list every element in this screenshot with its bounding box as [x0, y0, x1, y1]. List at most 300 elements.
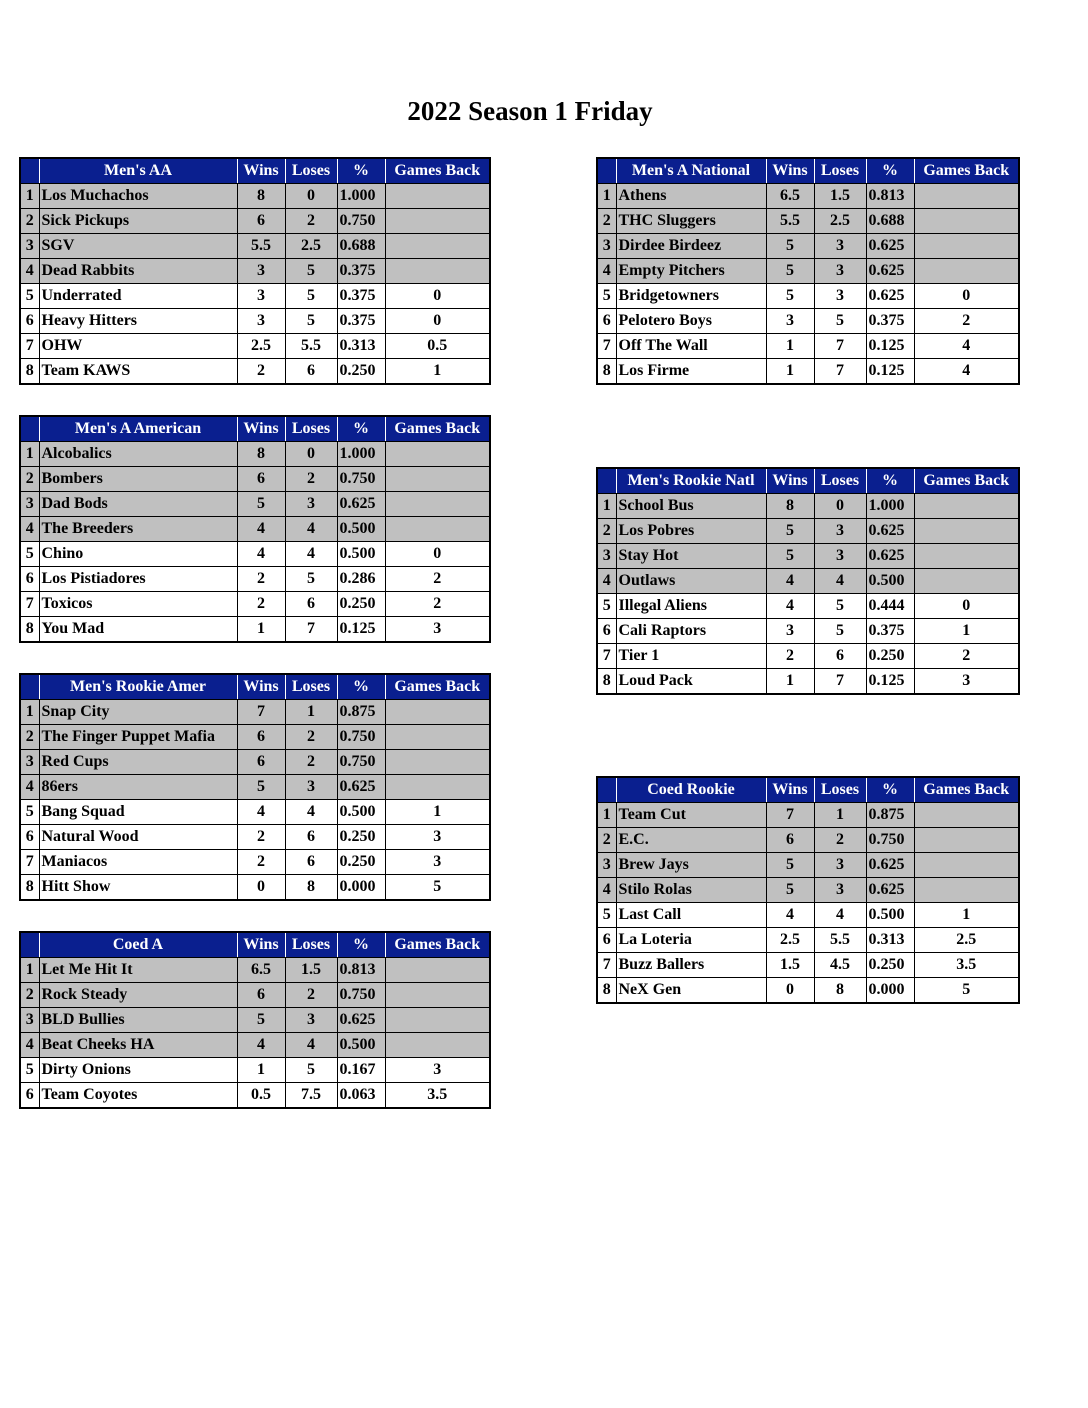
pct-cell: 0.625 [337, 1008, 385, 1033]
rank-cell: 3 [20, 234, 39, 259]
team-name-cell: Los Firme [616, 359, 766, 385]
pct-cell: 0.250 [337, 825, 385, 850]
wins-cell: 2 [766, 644, 814, 669]
wins-cell: 2 [237, 592, 285, 617]
games-back-header: Games Back [385, 674, 490, 700]
pct-cell: 1.000 [337, 442, 385, 467]
wins-cell: 8 [766, 494, 814, 519]
table-row [597, 519, 1019, 544]
loses-cell: 3 [285, 492, 337, 517]
loses-cell: 7 [814, 334, 866, 359]
pct-cell: 0.286 [337, 567, 385, 592]
games-back-cell: 3 [385, 617, 490, 643]
table-row [597, 594, 1019, 619]
rank-header [597, 777, 616, 803]
wins-cell: 5 [766, 259, 814, 284]
games-back-cell: 2 [385, 592, 490, 617]
wins-cell: 6.5 [766, 184, 814, 209]
rank-header [20, 158, 39, 184]
wins-cell: 6.5 [237, 958, 285, 983]
pct-cell: 0.167 [337, 1058, 385, 1083]
rank-cell: 2 [597, 828, 616, 853]
table-row [20, 492, 490, 517]
rank-cell: 2 [20, 209, 39, 234]
games-back-cell [385, 234, 490, 259]
loses-header: Loses [814, 158, 866, 184]
wins-cell: 6 [237, 983, 285, 1008]
team-name-cell: La Loteria [616, 928, 766, 953]
rank-cell: 2 [597, 519, 616, 544]
pct-cell: 0.375 [337, 259, 385, 284]
division-name: Men's Rookie Amer [39, 674, 237, 700]
games-back-cell [914, 494, 1019, 519]
team-name-cell: Team KAWS [39, 359, 237, 385]
team-name-cell: Heavy Hitters [39, 309, 237, 334]
wins-header: Wins [766, 468, 814, 494]
wins-cell: 5 [237, 1008, 285, 1033]
pct-header: % [866, 468, 914, 494]
wins-cell: 7 [766, 803, 814, 828]
loses-header: Loses [285, 932, 337, 958]
pct-cell: 0.125 [866, 669, 914, 695]
pct-cell: 0.625 [866, 519, 914, 544]
division-name: Coed Rookie [616, 777, 766, 803]
loses-cell: 2 [814, 828, 866, 853]
pct-cell: 0.875 [866, 803, 914, 828]
pct-cell: 0.063 [337, 1083, 385, 1109]
wins-cell: 3 [237, 309, 285, 334]
page-title: 2022 Season 1 Friday [407, 96, 653, 126]
pct-cell: 0.625 [866, 259, 914, 284]
loses-cell: 2 [285, 725, 337, 750]
loses-cell: 5 [285, 1058, 337, 1083]
pct-cell: 0.750 [337, 467, 385, 492]
rank-cell: 7 [20, 592, 39, 617]
table-row [20, 1083, 490, 1109]
games-back-cell: 0 [385, 284, 490, 309]
loses-cell: 2 [285, 983, 337, 1008]
table-row [597, 644, 1019, 669]
team-name-cell: Let Me Hit It [39, 958, 237, 983]
wins-cell: 5 [237, 775, 285, 800]
loses-cell: 0 [814, 494, 866, 519]
pct-cell: 0.313 [337, 334, 385, 359]
wins-header: Wins [766, 777, 814, 803]
loses-header: Loses [285, 158, 337, 184]
games-back-cell [914, 803, 1019, 828]
games-back-cell [385, 958, 490, 983]
wins-cell: 7 [237, 700, 285, 725]
pct-cell: 0.625 [866, 878, 914, 903]
team-name-cell: Buzz Ballers [616, 953, 766, 978]
pct-cell: 0.125 [337, 617, 385, 643]
loses-cell: 1.5 [814, 184, 866, 209]
rank-header [20, 932, 39, 958]
pct-cell: 0.813 [337, 958, 385, 983]
rank-cell: 8 [20, 359, 39, 385]
loses-cell: 3 [814, 544, 866, 569]
wins-cell: 5.5 [237, 234, 285, 259]
table-row [597, 928, 1019, 953]
rank-cell: 2 [20, 983, 39, 1008]
table-row [597, 903, 1019, 928]
pct-cell: 0.750 [866, 828, 914, 853]
wins-cell: 2.5 [237, 334, 285, 359]
loses-header: Loses [814, 468, 866, 494]
loses-cell: 5 [285, 284, 337, 309]
wins-cell: 3 [237, 284, 285, 309]
wins-cell: 0 [237, 875, 285, 901]
table-header-row [20, 416, 490, 442]
table-row [20, 958, 490, 983]
pct-cell: 0.813 [866, 184, 914, 209]
team-name-cell: Stilo Rolas [616, 878, 766, 903]
loses-cell: 2 [285, 209, 337, 234]
team-name-cell: Underrated [39, 284, 237, 309]
games-back-cell [914, 259, 1019, 284]
loses-cell: 5.5 [285, 334, 337, 359]
loses-cell: 7 [814, 359, 866, 385]
team-name-cell: Athens [616, 184, 766, 209]
rank-cell: 1 [20, 184, 39, 209]
games-back-cell: 5 [914, 978, 1019, 1004]
standings-table-mens-rookie-amer [19, 673, 491, 901]
rank-header [20, 674, 39, 700]
loses-cell: 2.5 [285, 234, 337, 259]
table-row [20, 359, 490, 385]
table-row [20, 875, 490, 901]
rank-cell: 5 [597, 594, 616, 619]
wins-cell: 1 [237, 617, 285, 643]
rank-cell: 4 [597, 259, 616, 284]
rank-cell: 3 [597, 853, 616, 878]
pct-cell: 0.000 [337, 875, 385, 901]
pct-cell: 0.250 [337, 359, 385, 385]
table-row [20, 700, 490, 725]
table-row [597, 209, 1019, 234]
pct-cell: 0.875 [337, 700, 385, 725]
pct-header: % [337, 932, 385, 958]
team-name-cell: Bombers [39, 467, 237, 492]
wins-cell: 5 [766, 284, 814, 309]
pct-cell: 0.250 [866, 953, 914, 978]
table-row [20, 1008, 490, 1033]
team-name-cell: Team Cut [616, 803, 766, 828]
team-name-cell: Sick Pickups [39, 209, 237, 234]
games-back-cell: 0 [914, 594, 1019, 619]
wins-cell: 4 [766, 903, 814, 928]
games-back-header: Games Back [914, 777, 1019, 803]
games-back-cell: 3 [914, 669, 1019, 695]
pct-cell: 0.000 [866, 978, 914, 1004]
table-row [597, 494, 1019, 519]
rank-cell: 5 [597, 903, 616, 928]
rank-cell: 5 [20, 1058, 39, 1083]
wins-cell: 6 [766, 828, 814, 853]
loses-cell: 7.5 [285, 1083, 337, 1109]
games-back-cell: 3 [385, 1058, 490, 1083]
loses-cell: 3 [285, 1008, 337, 1033]
table-row [20, 309, 490, 334]
standings-table-mens-rookie-natl [596, 467, 1020, 695]
pct-cell: 0.625 [866, 853, 914, 878]
wins-cell: 3 [766, 619, 814, 644]
table-row [597, 878, 1019, 903]
games-back-cell [914, 853, 1019, 878]
pct-cell: 0.500 [337, 542, 385, 567]
wins-cell: 2 [237, 850, 285, 875]
table-header-row [597, 158, 1019, 184]
team-name-cell: Cali Raptors [616, 619, 766, 644]
rank-cell: 1 [20, 958, 39, 983]
rank-cell: 4 [597, 569, 616, 594]
team-name-cell: Chino [39, 542, 237, 567]
rank-cell: 7 [597, 644, 616, 669]
table-row [597, 828, 1019, 853]
table-row [20, 825, 490, 850]
table-row [20, 725, 490, 750]
games-back-cell: 2.5 [914, 928, 1019, 953]
loses-cell: 6 [814, 644, 866, 669]
wins-cell: 6 [237, 750, 285, 775]
table-row [597, 234, 1019, 259]
rank-cell: 6 [20, 825, 39, 850]
wins-cell: 6 [237, 467, 285, 492]
rank-cell: 7 [597, 953, 616, 978]
rank-cell: 2 [20, 725, 39, 750]
loses-cell: 4 [285, 517, 337, 542]
wins-cell: 5 [237, 492, 285, 517]
wins-cell: 1.5 [766, 953, 814, 978]
rank-cell: 4 [597, 878, 616, 903]
pct-cell: 0.250 [866, 644, 914, 669]
pct-cell: 0.625 [866, 284, 914, 309]
team-name-cell: Los Pistiadores [39, 567, 237, 592]
loses-cell: 5 [814, 594, 866, 619]
pct-cell: 0.375 [337, 309, 385, 334]
games-back-cell [385, 1008, 490, 1033]
table-row [597, 259, 1019, 284]
pct-cell: 0.375 [866, 309, 914, 334]
loses-cell: 6 [285, 825, 337, 850]
team-name-cell: OHW [39, 334, 237, 359]
rank-cell: 3 [20, 492, 39, 517]
table-row [20, 284, 490, 309]
rank-cell: 5 [20, 800, 39, 825]
wins-header: Wins [237, 416, 285, 442]
pct-cell: 0.500 [866, 569, 914, 594]
standings-table-mens-a-national [596, 157, 1020, 385]
loses-cell: 4 [285, 542, 337, 567]
rank-cell: 1 [597, 803, 616, 828]
loses-cell: 2.5 [814, 209, 866, 234]
rank-cell: 2 [20, 467, 39, 492]
table-row [597, 184, 1019, 209]
rank-cell: 3 [597, 544, 616, 569]
team-name-cell: 86ers [39, 775, 237, 800]
rank-cell: 8 [20, 617, 39, 643]
loses-cell: 4 [285, 1033, 337, 1058]
loses-cell: 7 [285, 617, 337, 643]
table-row [20, 517, 490, 542]
wins-cell: 8 [237, 184, 285, 209]
loses-cell: 7 [814, 669, 866, 695]
team-name-cell: Last Call [616, 903, 766, 928]
rank-cell: 4 [20, 775, 39, 800]
rank-cell: 8 [597, 669, 616, 695]
loses-cell: 8 [285, 875, 337, 901]
games-back-cell: 3 [385, 850, 490, 875]
games-back-cell: 3.5 [914, 953, 1019, 978]
games-back-cell: 5 [385, 875, 490, 901]
team-name-cell: Los Muchachos [39, 184, 237, 209]
loses-cell: 5 [285, 259, 337, 284]
pct-cell: 0.313 [866, 928, 914, 953]
table-row [20, 467, 490, 492]
table-header-row [597, 468, 1019, 494]
wins-cell: 2.5 [766, 928, 814, 953]
games-back-cell [385, 492, 490, 517]
team-name-cell: Red Cups [39, 750, 237, 775]
loses-cell: 0 [285, 442, 337, 467]
loses-cell: 1 [285, 700, 337, 725]
loses-cell: 3 [814, 878, 866, 903]
games-back-cell [914, 544, 1019, 569]
games-back-cell [914, 209, 1019, 234]
games-back-cell [385, 983, 490, 1008]
wins-cell: 2 [237, 825, 285, 850]
loses-cell: 5 [285, 309, 337, 334]
games-back-cell [385, 209, 490, 234]
team-name-cell: E.C. [616, 828, 766, 853]
pct-cell: 0.625 [337, 775, 385, 800]
division-name: Coed A [39, 932, 237, 958]
rank-cell: 7 [20, 850, 39, 875]
pct-cell: 0.375 [337, 284, 385, 309]
wins-cell: 6 [237, 725, 285, 750]
games-back-cell: 1 [385, 800, 490, 825]
pct-cell: 0.125 [866, 359, 914, 385]
team-name-cell: Alcobalics [39, 442, 237, 467]
games-back-cell [385, 1033, 490, 1058]
table-row [20, 209, 490, 234]
table-row [597, 334, 1019, 359]
games-back-header: Games Back [385, 416, 490, 442]
table-row [597, 619, 1019, 644]
games-back-header: Games Back [385, 158, 490, 184]
pct-cell: 0.625 [866, 234, 914, 259]
team-name-cell: Maniacos [39, 850, 237, 875]
team-name-cell: Hitt Show [39, 875, 237, 901]
wins-cell: 5 [766, 519, 814, 544]
pct-cell: 0.750 [337, 983, 385, 1008]
pct-cell: 0.500 [337, 1033, 385, 1058]
pct-cell: 0.750 [337, 725, 385, 750]
games-back-cell: 4 [914, 359, 1019, 385]
games-back-cell: 2 [385, 567, 490, 592]
pct-header: % [866, 777, 914, 803]
games-back-cell [385, 184, 490, 209]
wins-cell: 4 [237, 1033, 285, 1058]
table-row [20, 184, 490, 209]
table-header-row [20, 674, 490, 700]
loses-cell: 3 [814, 519, 866, 544]
games-back-cell: 3.5 [385, 1083, 490, 1109]
rank-cell: 8 [597, 978, 616, 1004]
table-row [597, 803, 1019, 828]
wins-cell: 1 [766, 334, 814, 359]
rank-cell: 4 [20, 259, 39, 284]
loses-cell: 6 [285, 850, 337, 875]
games-back-cell: 1 [914, 903, 1019, 928]
pct-cell: 1.000 [337, 184, 385, 209]
team-name-cell: Dirty Onions [39, 1058, 237, 1083]
wins-cell: 3 [766, 309, 814, 334]
pct-cell: 0.500 [337, 517, 385, 542]
loses-cell: 5 [814, 619, 866, 644]
loses-cell: 4 [814, 569, 866, 594]
games-back-cell: 0 [385, 542, 490, 567]
table-row [20, 234, 490, 259]
team-name-cell: Beat Cheeks HA [39, 1033, 237, 1058]
games-back-cell [914, 569, 1019, 594]
games-back-cell: 1 [385, 359, 490, 385]
wins-cell: 5.5 [766, 209, 814, 234]
pct-header: % [866, 158, 914, 184]
team-name-cell: Team Coyotes [39, 1083, 237, 1109]
games-back-cell: 2 [914, 309, 1019, 334]
team-name-cell: Empty Pitchers [616, 259, 766, 284]
pct-cell: 0.688 [337, 234, 385, 259]
games-back-cell [385, 725, 490, 750]
team-name-cell: Brew Jays [616, 853, 766, 878]
loses-cell: 3 [814, 853, 866, 878]
wins-cell: 5 [766, 234, 814, 259]
loses-cell: 3 [814, 259, 866, 284]
table-row [597, 853, 1019, 878]
team-name-cell: Bridgetowners [616, 284, 766, 309]
wins-header: Wins [237, 674, 285, 700]
wins-cell: 5 [766, 544, 814, 569]
rank-cell: 4 [20, 1033, 39, 1058]
pct-cell: 1.000 [866, 494, 914, 519]
loses-cell: 4.5 [814, 953, 866, 978]
loses-cell: 2 [285, 750, 337, 775]
wins-cell: 2 [237, 567, 285, 592]
team-name-cell: Outlaws [616, 569, 766, 594]
wins-header: Wins [237, 158, 285, 184]
wins-cell: 6 [237, 209, 285, 234]
team-name-cell: You Mad [39, 617, 237, 643]
pct-cell: 0.125 [866, 334, 914, 359]
wins-cell: 1 [766, 669, 814, 695]
games-back-cell: 0 [914, 284, 1019, 309]
table-row [20, 617, 490, 643]
table-row [20, 334, 490, 359]
pct-cell: 0.500 [337, 800, 385, 825]
wins-cell: 1 [237, 1058, 285, 1083]
loses-cell: 3 [814, 284, 866, 309]
loses-cell: 6 [285, 359, 337, 385]
rank-cell: 3 [20, 750, 39, 775]
wins-cell: 8 [237, 442, 285, 467]
team-name-cell: Rock Steady [39, 983, 237, 1008]
games-back-cell: 1 [914, 619, 1019, 644]
loses-cell: 4 [814, 903, 866, 928]
games-back-cell [385, 259, 490, 284]
table-header-row [20, 158, 490, 184]
wins-cell: 4 [766, 594, 814, 619]
